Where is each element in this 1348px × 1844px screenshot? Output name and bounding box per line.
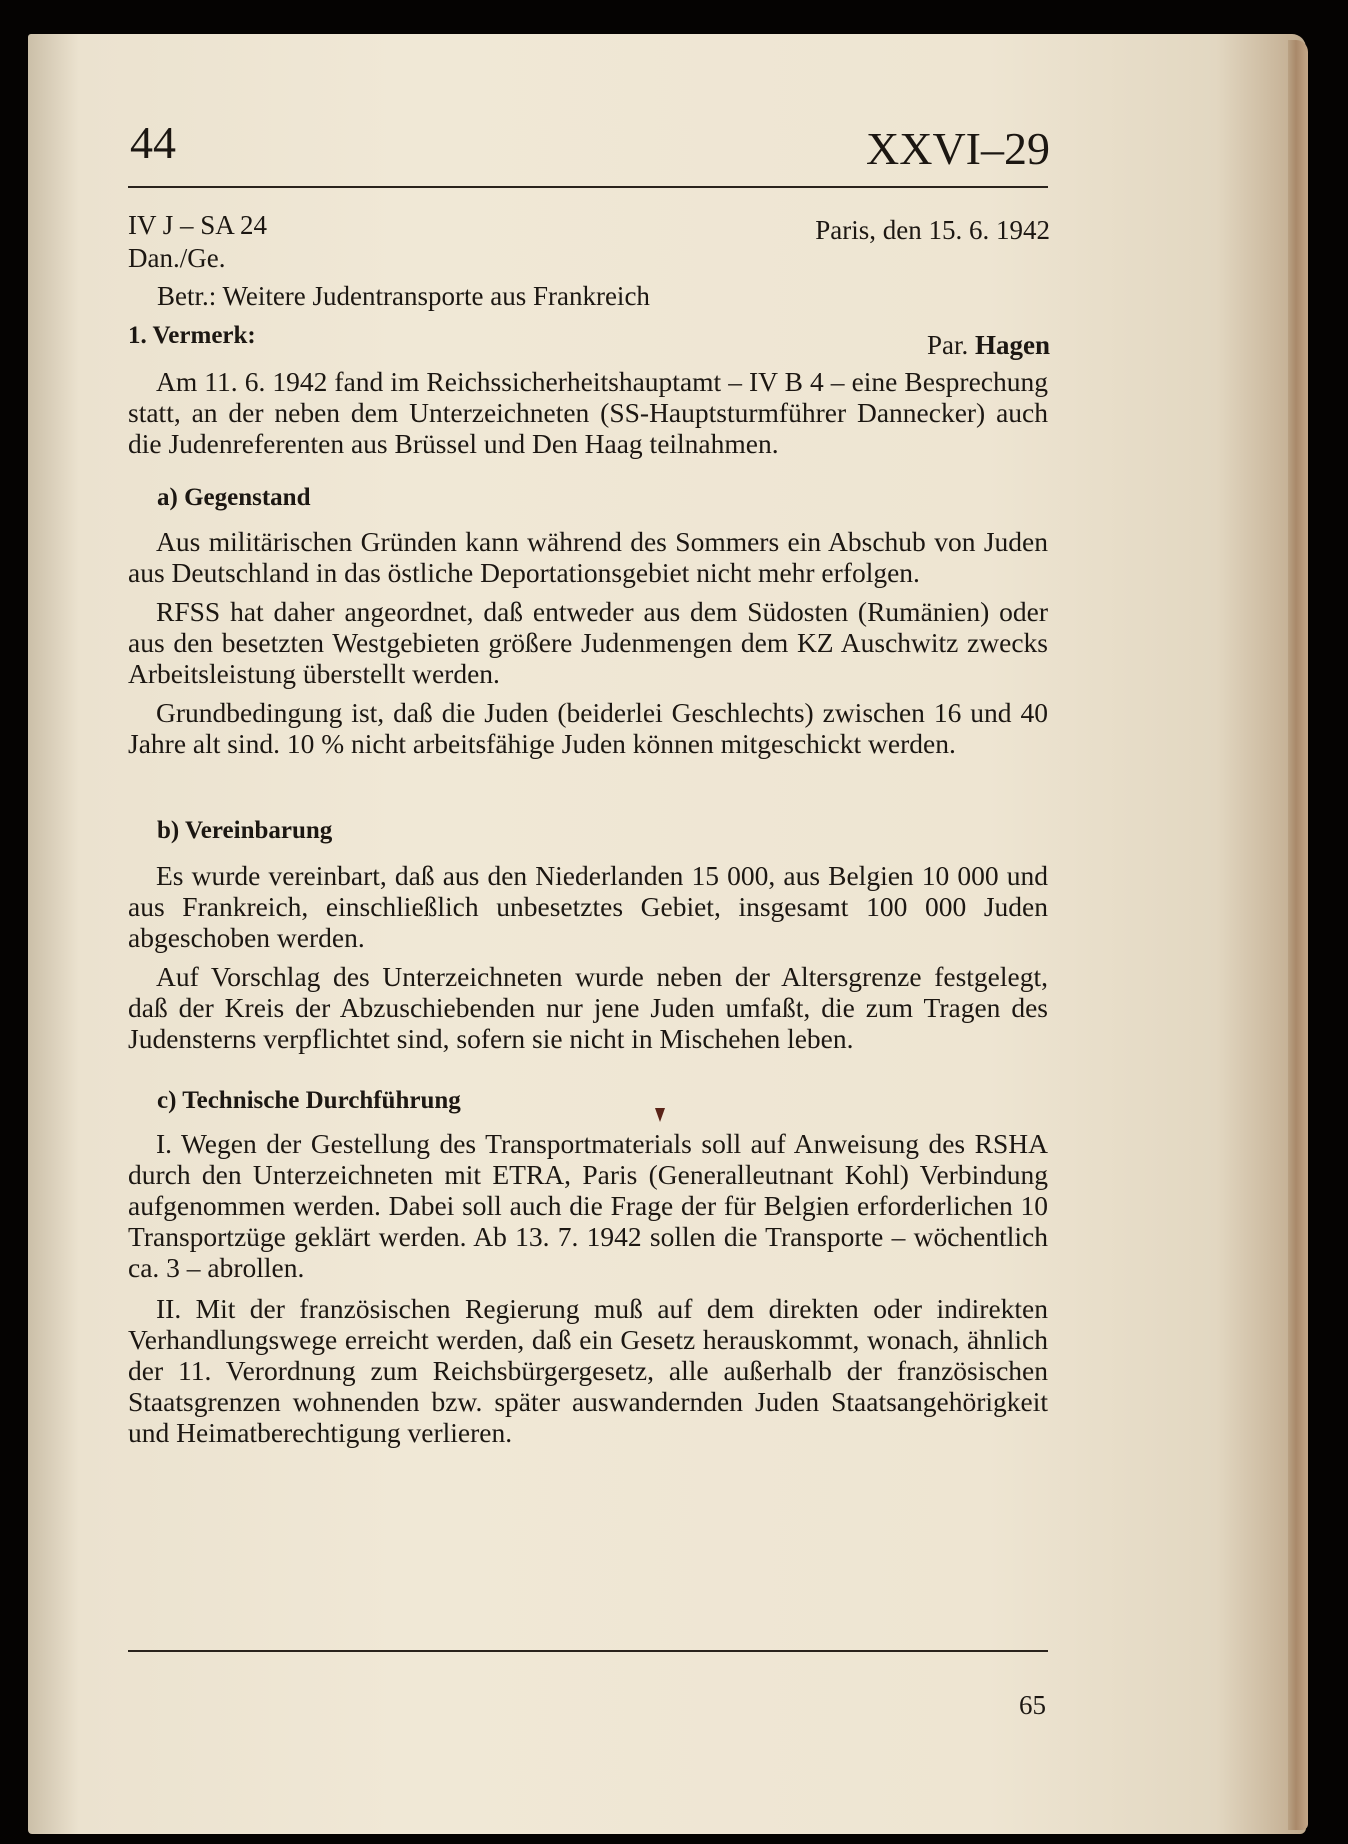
note-label: 1. Vermerk: bbox=[128, 322, 256, 349]
reference-code: IV J – SA 24 bbox=[128, 210, 268, 240]
paraph-name: Hagen bbox=[974, 330, 1050, 360]
subject-line: Betr.: Weitere Judentransporte aus Frankreich bbox=[157, 281, 650, 311]
section-c-heading: c) Technische Durchführung bbox=[157, 1087, 461, 1114]
section-b-heading: b) Vereinbarung bbox=[157, 817, 333, 844]
paraph bbox=[927, 330, 1050, 361]
section-a-heading: a) Gegenstand bbox=[157, 484, 311, 511]
page-number-top: 44 bbox=[130, 117, 176, 168]
intro-text: Am 11. 6. 1942 fand im Reichssicherheitshauptamt – IV B 4 – eine Besprechung statt, an der neben dem Unterzeichneten (SS-Hauptsturmführer Dannecker) auch die Judenreferenten aus Brüssel und Den Haag teilnahmen. bbox=[128, 366, 1048, 459]
document-code: XXVI–29 bbox=[866, 123, 1050, 174]
section-c-paragraph: I. Wegen der Gestellung des Transportmaterials soll auf Anweisung des RSHA durch den Unterzeichneten mit ETRA, Paris (Generalleutnant Kohl) Verbindung aufgenommen werden. Dabei soll auch die Frage der für Belgien erforderlichen 10 Transportzüge geklärt werden. Ab 13. 7. 1942 sollen die Transporte – wöchentlich ca. 3 – abrollen. bbox=[128, 1128, 1048, 1283]
section-c-paragraph: II. Mit der französischen Regierung muß auf dem direkten oder indirekten Verhandlungswege erreicht werden, daß ein Gesetz herauskommt, wonach, ähnlich der 11. Verordnung zum Reichsbürgergesetz, alle außerhalb der französischen Staatsgrenzen wohnenden bzw. später auswandernden Juden Staatsangehörigkeit und Heimatberechtigung verlieren. bbox=[128, 1293, 1048, 1448]
section-a-paragraph: Aus militärischen Gründen kann während des Sommers ein Abschub von Juden aus Deutschland in das östliche Deportationsgebiet nicht mehr erfolgen. bbox=[128, 526, 1048, 588]
footer-rule bbox=[128, 1650, 1048, 1652]
ink-mark bbox=[655, 1108, 665, 1122]
paraph-prefix: Par. bbox=[926, 330, 969, 360]
section-b-body bbox=[128, 860, 1048, 1054]
page-number-bottom: 65 bbox=[1019, 1690, 1046, 1720]
section-a-paragraph: Grundbedingung ist, daß die Juden (beiderlei Geschlechts) zwischen 16 und 40 Jahre alt sind. 10 % nicht arbeitsfähige Juden können mitgeschickt werden. bbox=[128, 697, 1048, 759]
section-c-body bbox=[128, 1128, 1048, 1448]
section-a-paragraph: RFSS hat daher angeordnet, daß entweder aus dem Südosten (Rumänien) oder aus den besetzten Westgebieten größere Judenmengen dem KZ Auschwitz zwecks Arbeitsleistung überstellt werden. bbox=[128, 596, 1048, 689]
section-b-paragraph: Es wurde vereinbart, daß aus den Niederlanden 15 000, aus Belgien 10 000 und aus Frankreich, einschließlich unbesetztes Gebiet, insgesamt 100 000 Juden abgeschoben werden. bbox=[128, 860, 1048, 953]
intro-paragraph bbox=[128, 366, 1048, 459]
section-a-body bbox=[128, 526, 1048, 759]
initials: Dan./Ge. bbox=[128, 243, 226, 273]
section-b-paragraph: Auf Vorschlag des Unterzeichneten wurde neben der Altersgrenze festgelegt, daß der Kreis der Abzuschiebenden nur jene Juden umfaßt, die zum Tragen des Judensterns verpflichtet sind, sofern sie nicht in Mischehen leben. bbox=[128, 961, 1048, 1054]
header-rule bbox=[128, 186, 1048, 188]
place-date: Paris, den 15. 6. 1942 bbox=[815, 215, 1050, 245]
